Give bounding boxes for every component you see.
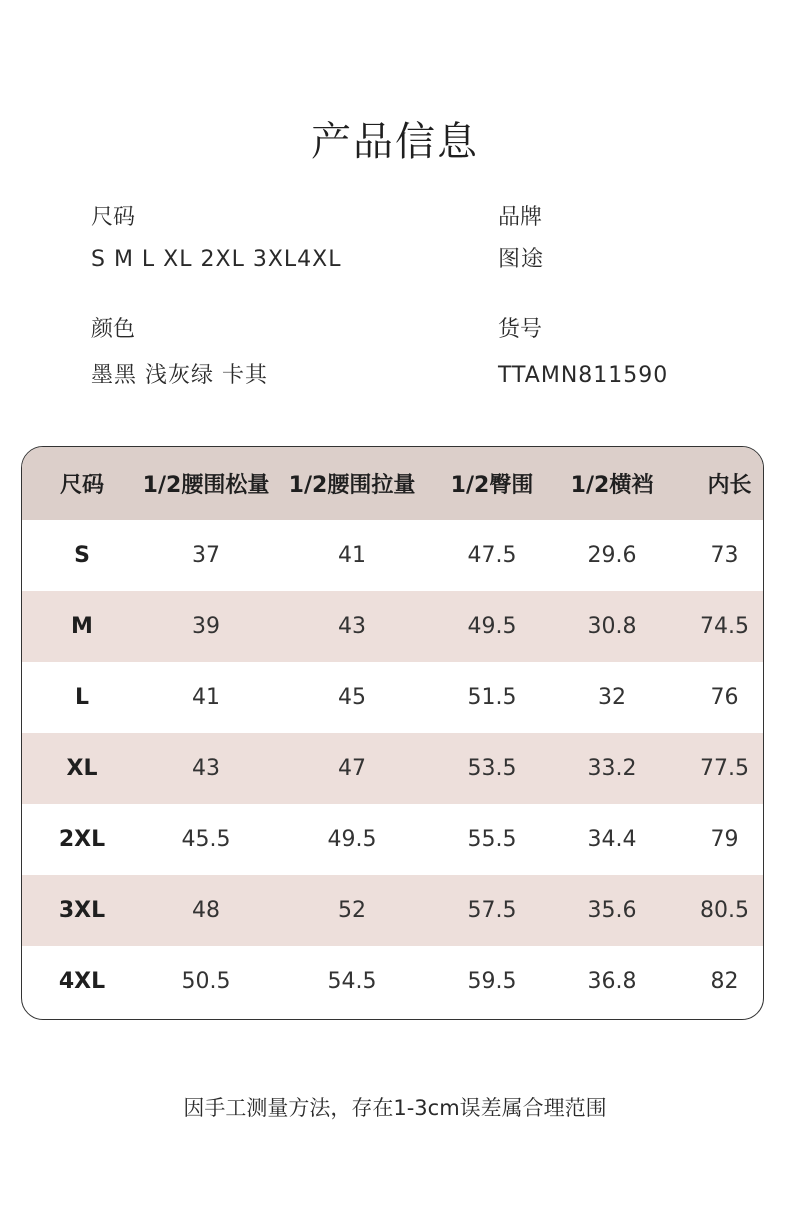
measurement-note: 因手工测量方法，存在1-3cm误差属合理范围 bbox=[183, 1096, 607, 1120]
table-cell: 33.2 bbox=[587, 756, 637, 781]
table-cell: XL bbox=[66, 756, 98, 781]
header-cell: 1/2臀围 bbox=[450, 473, 534, 498]
table-cell: 49.5 bbox=[467, 614, 517, 639]
header-cell: 内长 bbox=[707, 473, 752, 498]
table-row bbox=[22, 946, 763, 1017]
table-cell: 80.5 bbox=[700, 898, 749, 923]
table-cell: 79 bbox=[710, 827, 739, 852]
table-cell: 76 bbox=[710, 685, 739, 710]
table-cell: 41 bbox=[338, 543, 366, 568]
header-cell: 1/2横裆 bbox=[570, 473, 654, 498]
table-row bbox=[22, 591, 763, 662]
table-row bbox=[22, 520, 763, 591]
table-cell: 37 bbox=[192, 543, 220, 568]
info-size bbox=[91, 203, 341, 275]
info-color bbox=[91, 315, 268, 391]
table-cell: 43 bbox=[338, 614, 366, 639]
table-cell: 39 bbox=[192, 614, 220, 639]
table-cell: 4XL bbox=[58, 969, 106, 994]
table-cell: 47.5 bbox=[467, 543, 517, 568]
color-value: 墨黑 浅灰绿 卡其 bbox=[91, 363, 268, 388]
color-label: 颜色 bbox=[91, 317, 136, 342]
brand-label: 品牌 bbox=[498, 205, 543, 230]
table-cell: 57.5 bbox=[467, 898, 517, 923]
sku-value: TTAMN811590 bbox=[498, 363, 669, 388]
table-cell: M bbox=[71, 614, 93, 639]
table-cell: 35.6 bbox=[587, 898, 637, 923]
page-title: 产品信息 bbox=[311, 119, 479, 165]
table-cell: 53.5 bbox=[467, 756, 517, 781]
sku-label: 货号 bbox=[498, 317, 543, 342]
table-cell: 34.4 bbox=[587, 827, 637, 852]
table-cell: 29.6 bbox=[587, 543, 637, 568]
table-cell: 3XL bbox=[58, 898, 106, 923]
table-cell: 36.8 bbox=[587, 969, 637, 994]
table-cell: 49.5 bbox=[327, 827, 377, 852]
table-cell: 74.5 bbox=[700, 614, 749, 639]
table-row bbox=[22, 804, 763, 875]
table-cell: 47 bbox=[338, 756, 366, 781]
info-brand bbox=[498, 203, 544, 275]
table-row bbox=[22, 662, 763, 733]
size-table bbox=[21, 446, 764, 1020]
table-row bbox=[22, 875, 763, 946]
table-cell: S bbox=[74, 543, 90, 568]
header-cell: 尺码 bbox=[59, 473, 104, 498]
table-cell: 77.5 bbox=[700, 756, 749, 781]
table-cell: 82 bbox=[710, 969, 739, 994]
table-cell: 41 bbox=[192, 685, 220, 710]
table-cell: 52 bbox=[338, 898, 366, 923]
table-cell: 45.5 bbox=[181, 827, 231, 852]
table-cell: 43 bbox=[192, 756, 220, 781]
table-cell: 2XL bbox=[58, 827, 106, 852]
info-sku bbox=[498, 315, 668, 391]
table-cell: 51.5 bbox=[467, 685, 517, 710]
table-cell: 30.8 bbox=[587, 614, 637, 639]
table-cell: 55.5 bbox=[467, 827, 517, 852]
size-label: 尺码 bbox=[91, 205, 136, 230]
table-cell: 73 bbox=[710, 543, 739, 568]
size-value: S M L XL 2XL 3XL4XL bbox=[91, 247, 342, 272]
table-cell: 32 bbox=[598, 685, 626, 710]
table-cell: 45 bbox=[338, 685, 366, 710]
table-cell: L bbox=[74, 685, 90, 710]
header-cell: 1/2腰围松量 bbox=[142, 473, 270, 498]
header-cell: 1/2腰围拉量 bbox=[288, 473, 416, 498]
table-cell: 54.5 bbox=[327, 969, 377, 994]
table-row bbox=[22, 733, 763, 804]
table-cell: 48 bbox=[192, 898, 220, 923]
table-header-row bbox=[22, 447, 763, 520]
table-cell: 50.5 bbox=[181, 969, 231, 994]
table-cell: 59.5 bbox=[467, 969, 517, 994]
brand-value: 图途 bbox=[498, 247, 545, 272]
